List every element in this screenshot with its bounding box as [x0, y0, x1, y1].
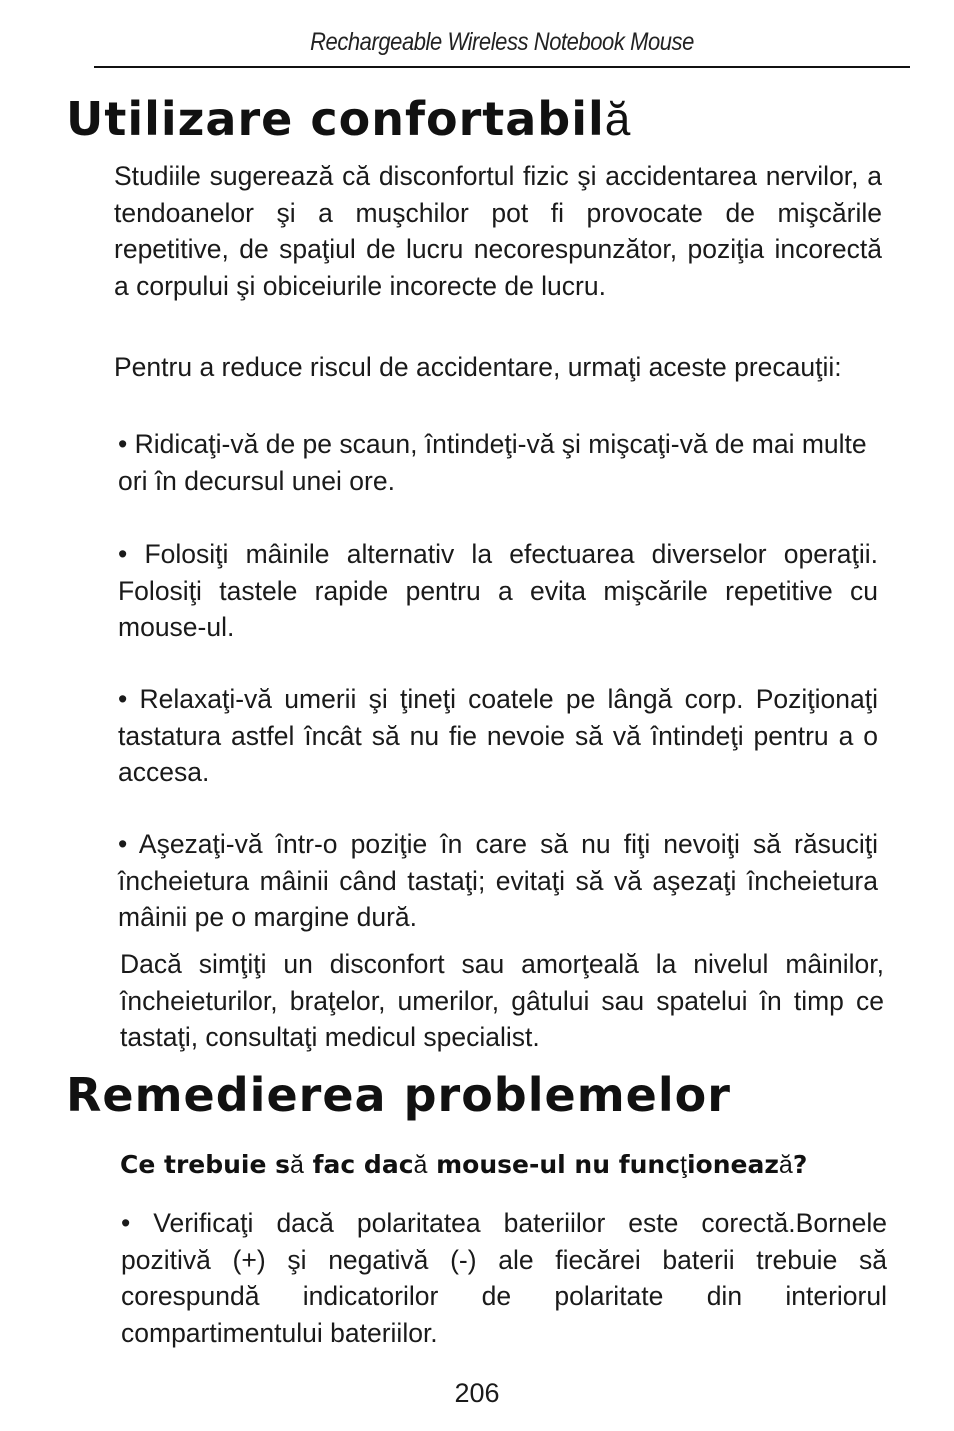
- page-number: 206: [454, 1378, 500, 1408]
- closing-paragraph: Dacă simţiţi un disconfort sau amorţeală la nivelul mâinilor, încheieturilor, braţelor, umerilor, gâtului sau spatelui în timp ce tastaţi, consultaţi medicul specialist.: [120, 949, 884, 1052]
- question-text: ă: [778, 1151, 793, 1179]
- bullet-item: • Folosiţi mâinile alternativ la efectuarea diverselor operaţii. Folosiţi tastele rapide pentru a evita mişcările repetitive cu mouse-ul.: [118, 539, 878, 642]
- troubleshooting-question: [120, 1150, 807, 1180]
- question-text: mouse-ul nu func: [427, 1150, 681, 1179]
- bullet-item: • Ridicaţi-vă de pe scaun, întindeţi-vă şi mişcaţi-vă de mai multe ori în decursul unei ore.: [118, 429, 867, 496]
- heading-main-text: Utilizare confortabil: [66, 92, 605, 146]
- question-text: ţ: [680, 1151, 687, 1179]
- header-rule: [94, 66, 910, 68]
- heading-tail-text: ă: [604, 93, 632, 145]
- running-header: Rechargeable Wireless Notebook Mouse: [310, 28, 694, 56]
- section-heading-troubleshooting: Remedierea problemelor: [66, 1068, 731, 1122]
- question-text: Ce trebuie s: [120, 1150, 291, 1179]
- bullet-item: • Aşezaţi-vă într-o poziţie în care să nu fiţi nevoiţi să răsuciţi încheietura mâinii când tastaţi; evitaţi să vă aşezaţi încheietura mâinii pe o margine dură.: [118, 829, 878, 932]
- question-text: ă: [290, 1151, 304, 1179]
- intro-paragraph: Studiile sugerează că disconfortul fizic şi accidentarea nervilor, a tendoanelor şi a muşchilor pot fi provocate de mişcările repetitive, de spaţiul de lucru necorespunzător, poziţia incorectă a corpului şi obiceiurile incorecte de lucru.: [114, 161, 882, 301]
- question-text: ?: [792, 1150, 808, 1179]
- bullet-item: • Relaxaţi-vă umerii şi ţineţi coatele pe lângă corp. Poziţionaţi tastatura astfel încât să nu fie nevoie să vă întindeţi pentru a o accesa.: [118, 684, 878, 787]
- question-text: fac dac: [303, 1150, 414, 1179]
- precautions-lead: Pentru a reduce riscul de accidentare, urmaţi aceste precauţii:: [114, 352, 842, 382]
- section-heading-comfortable-use: [66, 92, 631, 146]
- question-text: ioneaz: [686, 1150, 779, 1179]
- bullet-item: • Verificaţi dacă polaritatea bateriilor este corectă.Bornele pozitivă (+) şi negativă (-) ale fiecărei baterii trebuie să corespundă indicatorilor de polaritate din interiorul compartimentului bateriilor.: [121, 1208, 887, 1348]
- question-text: ă: [413, 1151, 428, 1179]
